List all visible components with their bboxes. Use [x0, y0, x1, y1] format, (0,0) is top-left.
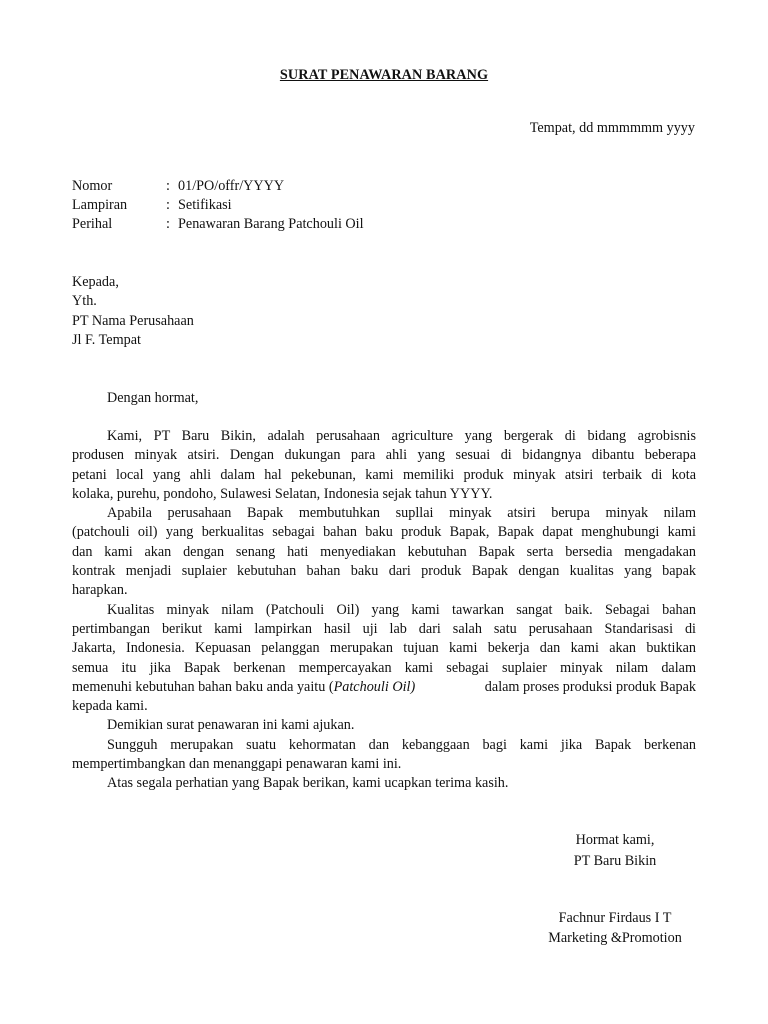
- signer-title: Marketing &Promotion: [548, 930, 682, 946]
- product-name-italic: Patchouli Oil): [333, 678, 416, 695]
- body-line: Demikian surat penawaran ini kami ajukan.: [107, 717, 355, 734]
- body-line: kolaka, purehu, pondoho, Sulawesi Selatan, Indonesia sejak tahun YYYY.: [72, 485, 493, 502]
- meta-colon: :: [166, 197, 170, 213]
- body-line: (patchouli oil) yang berkualitas sebagai bahan baku produk Bapak, Bapak dapat menghubungi kami: [72, 524, 696, 541]
- body-line: [72, 678, 696, 697]
- body-line: kontrak menjadi suplaier kebutuhan bahan baku dari produk Bapak dengan kualitas yang bapak: [72, 563, 696, 580]
- meta-label-perihal: Perihal: [72, 216, 113, 232]
- body-line: Atas segala perhatian yang Bapak berikan, kami ucapkan terima kasih.: [107, 775, 509, 792]
- closing: Hormat kami,: [575, 832, 655, 848]
- address-line: Kepada,: [72, 274, 119, 290]
- body-line: produsen minyak atsiri. Dengan dukungan para ahli yang sesuai di bidangnya dibantu beberapa: [72, 447, 696, 464]
- body-line: Kualitas minyak nilam (Patchouli Oil) yang kami tawarkan sangat baik. Sebagai bahan: [107, 601, 696, 618]
- place-date: Tempat, dd mmmmmm yyyy: [529, 120, 695, 136]
- letter-body: [72, 427, 696, 794]
- body-line: Sungguh merupakan suatu kehormatan dan kebanggaan bagi kami jika Bapak berkenan: [107, 736, 696, 753]
- company-name: PT Baru Bikin: [573, 853, 657, 869]
- body-line: Jakarta, Indonesia. Kepuasan pelanggan merupakan tujuan kami bekerja dan kami akan buktikan: [72, 640, 696, 657]
- greeting: Dengan hormat,: [107, 390, 199, 406]
- address-line: PT Nama Perusahaan: [72, 313, 194, 329]
- meta-label-nomor: Nomor: [72, 178, 113, 194]
- body-line: petani local yang ahli dalam hal pekebunan, kami memiliki produk minyak atsiri terbaik di kota: [72, 466, 696, 483]
- body-line: Kami, PT Baru Bikin, adalah perusahaan agriculture yang bergerak di bidang agrobisnis: [107, 428, 696, 444]
- body-line-part: [72, 678, 415, 697]
- body-text: dalam proses produksi produk Bapak: [484, 678, 696, 695]
- body-line: semua itu jika Bapak berkenan mempercayakan kami sebagai suplaier minyak nilam dalam: [72, 659, 696, 676]
- body-line: dan kami akan dengan senang hati menyediakan kebutuhan Bapak serta bersedia mengadakan: [72, 543, 696, 560]
- address-line: Yth.: [72, 293, 97, 309]
- meta-colon: :: [166, 178, 170, 194]
- signer-name: Fachnur Firdaus I T: [558, 910, 672, 926]
- body-line: harapkan.: [72, 582, 128, 599]
- meta-label-lampiran: Lampiran: [72, 197, 128, 213]
- body-line: Apabila perusahaan Bapak membutuhkan supllai minyak atsiri berupa minyak nilam: [107, 505, 696, 522]
- meta-value-nomor: 01/PO/offr/YYYY: [178, 178, 285, 194]
- body-line: kepada kami.: [72, 698, 148, 715]
- body-text: memenuhi kebutuhan bahan baku anda yaitu (: [72, 678, 334, 695]
- body-line: mempertimbangkan dan menanggapi penawaran kami ini.: [72, 756, 402, 773]
- meta-value-lampiran: Setifikasi: [178, 197, 232, 213]
- letter-title: SURAT PENAWARAN BARANG: [279, 67, 489, 83]
- meta-value-perihal: Penawaran Barang Patchouli Oil: [178, 216, 364, 232]
- meta-colon: :: [166, 216, 170, 232]
- address-line: Jl F. Tempat: [72, 332, 141, 348]
- body-line: pertimbangan berikut kami lampirkan hasil uji lab dari salah satu perusahaan Standarisasi di: [72, 620, 696, 637]
